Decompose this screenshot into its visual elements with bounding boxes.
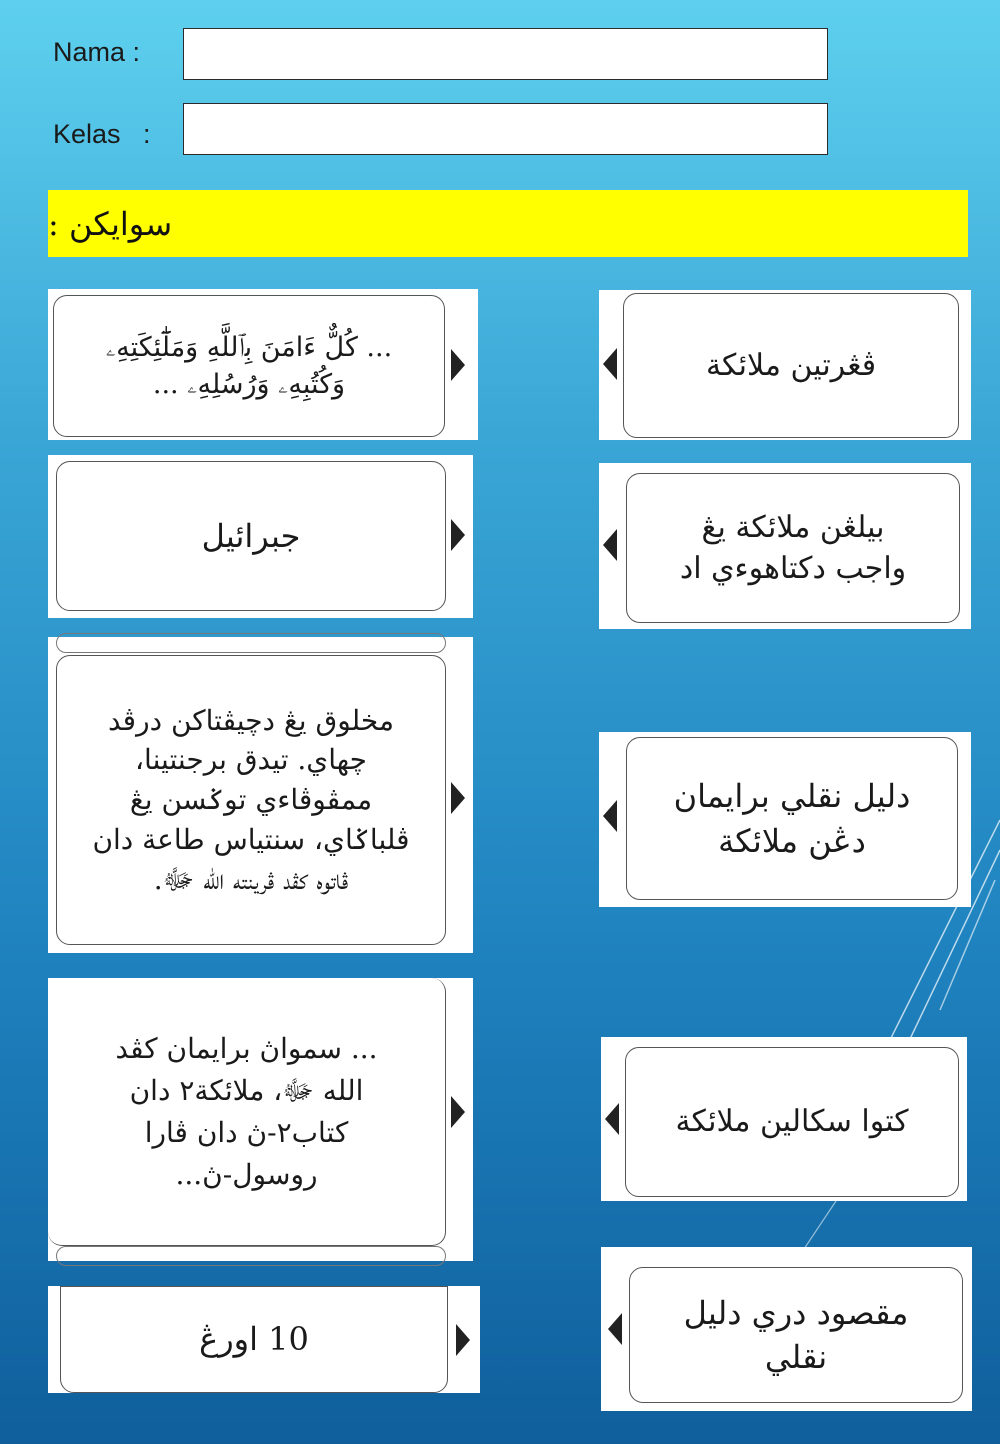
drag-arrow-icon [603,529,617,561]
drag-arrow-icon [605,1103,619,1135]
right-card-3[interactable] [599,732,971,907]
drag-arrow-icon [603,348,617,380]
left-card-3[interactable] [48,637,473,953]
right-card-text: كتوا سكالين ملائكة [675,1104,909,1140]
left-card-text: ... كُلٌّ ءَامَنَ بِٱللَّهِ وَمَلَٰٓئِكَتِهِۦ وَكُتُبِهِۦ وَرُسُلِهِۦ ... [105,331,393,400]
drag-arrow-icon [451,1096,465,1128]
right-card-1[interactable] [599,290,971,440]
left-card-2[interactable] [48,455,473,618]
class-label: Kelas : [53,119,151,149]
right-card-2[interactable] [599,463,971,629]
drag-arrow-icon [451,782,465,814]
drag-arrow-icon [451,519,465,551]
left-card-text: جبرائيل [201,516,301,555]
left-card-text: ... سمواڽ برايمان كڤد الله ﷻ، ملائكة٢ دان كتاب٢-ڽ دان ڤارا روسول-ڽ... [115,1031,378,1191]
drag-arrow-icon [608,1313,622,1345]
left-card-1[interactable] [48,289,478,440]
right-card-text: بيلڠن ملائكة يڠ واجب دكتاهوءي اد [679,509,907,586]
right-card-text: مقصود دري دليل نقلي [683,1293,909,1376]
left-card-text: مخلوق يڠ دچيڤتاكن درڤد چهاي. تيدق برجنتينا، ممڤوڤاءي توݢسن يڠ ڤلباݢاي، سنتياس طاعة دان ڤاتوه كڤد ڤرينته الله ﷻ. [92,703,410,896]
right-card-5[interactable] [601,1247,972,1411]
right-card-text: ڤڠرتين ملائكة [705,347,877,383]
left-card-4[interactable] [48,978,473,1261]
drag-arrow-icon [451,349,465,381]
right-card-text: دليل نقلي برايمان دڠن ملائكة [673,777,911,860]
left-card-5[interactable] [48,1286,480,1393]
instruction-text: سوايكن : [48,204,173,243]
left-card-text: 10 اورڠ [199,1320,309,1359]
class-input[interactable] [183,103,828,155]
name-input[interactable] [183,28,828,80]
name-label: Nama : [53,37,141,67]
drag-arrow-icon [456,1324,470,1356]
instruction-banner [48,190,968,257]
right-card-4[interactable] [601,1037,967,1201]
drag-arrow-icon [603,800,617,832]
